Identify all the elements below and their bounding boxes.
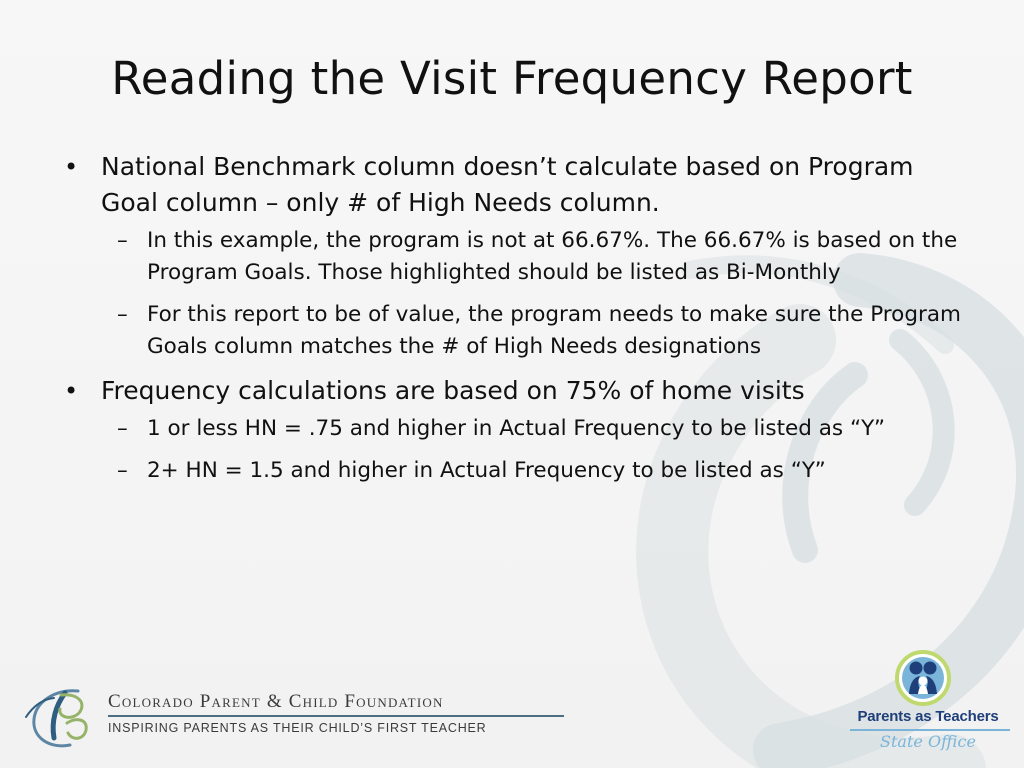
sub-bullet-text: 2+ HN = 1.5 and higher in Actual Frequency to be listed as “Y”	[147, 458, 826, 483]
parents-as-teachers-underline	[850, 729, 1010, 731]
sub-bullet-text: For this report to be of value, the program needs to make sure the Program Goals column matches the # of High Needs designations	[147, 302, 961, 359]
cpcf-name: Colorado Parent & Child Foundation	[108, 691, 444, 712]
cpcf-tagline: INSPIRING PARENTS AS THEIR CHILD’S FIRST TEACHER	[108, 721, 487, 735]
sub-bullet-item	[117, 455, 974, 487]
parents-as-teachers-logo	[842, 650, 1014, 760]
dash-marker: –	[117, 302, 128, 327]
sub-bullet-list	[64, 225, 974, 363]
parents-as-teachers-name: Parents as Teachers	[857, 708, 999, 725]
sub-bullet-item	[117, 413, 974, 445]
bullet-text: Frequency calculations are based on 75% of home visits	[101, 376, 805, 405]
dash-marker: –	[117, 416, 128, 441]
cpcf-logo-icon	[18, 683, 102, 753]
cpcf-text	[108, 690, 588, 737]
sub-bullet-text: 1 or less HN = .75 and higher in Actual Frequency to be listed as “Y”	[147, 416, 885, 441]
sub-bullet-list	[64, 413, 974, 487]
sub-bullet-text: In this example, the program is not at 66.67%. The 66.67% is based on the Program Goals. Those highlighted should be listed as Bi-Monthly	[147, 228, 958, 285]
bullet-item	[64, 373, 974, 409]
slide-title: Reading the Visit Frequency Report	[111, 52, 913, 105]
cpcf-footer-logo	[18, 683, 578, 753]
dash-marker: –	[117, 458, 128, 483]
sub-bullet-item	[117, 225, 974, 289]
bullet-text: National Benchmark column doesn’t calculate based on Program Goal column – only # of High Needs column.	[101, 152, 914, 217]
dash-marker: –	[117, 228, 128, 253]
bullet-item	[64, 149, 974, 221]
cpcf-divider	[108, 715, 564, 717]
bullet-list	[64, 149, 974, 497]
parents-as-teachers-emblem-icon	[895, 650, 951, 706]
sub-bullet-item	[117, 299, 974, 363]
state-office-label: State Office	[880, 732, 976, 751]
